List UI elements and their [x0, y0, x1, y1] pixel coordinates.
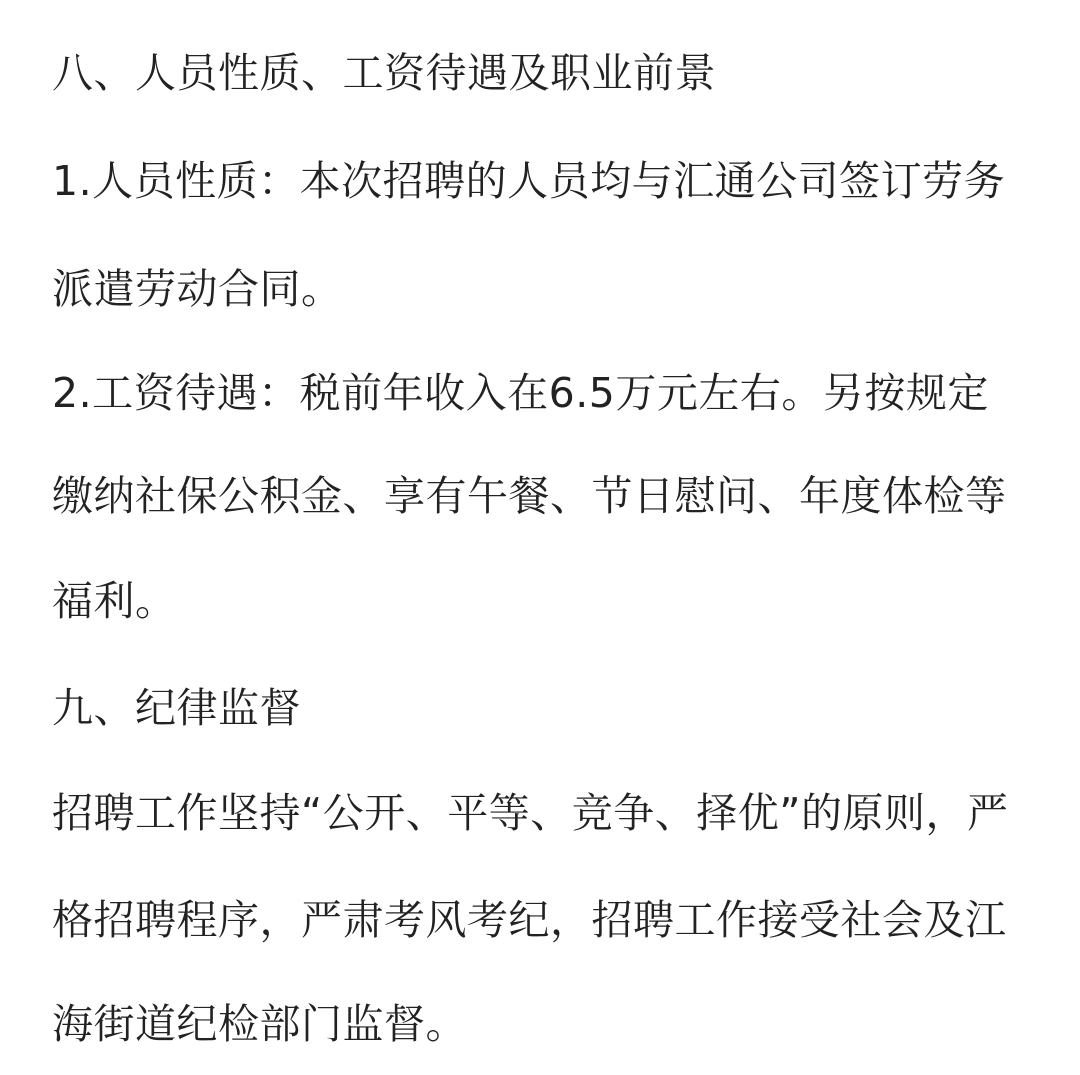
section-heading-9: 九、纪律监督 [52, 684, 301, 732]
paragraph-line: 海街道纪检部门监督。 [52, 1000, 467, 1048]
paragraph-line: 缴纳社保公积金、享有午餐、节日慰问、年度体检等 [52, 472, 1007, 520]
paragraph-line: 格招聘程序，严肃考风考纪，招聘工作接受社会及江 [52, 896, 1007, 944]
paragraph-line: 招聘工作坚持“公开、平等、竞争、择优”的原则，严 [52, 789, 1009, 837]
paragraph-line: 派遣劳动合同。 [52, 265, 343, 313]
section-heading-8: 八、人员性质、工资待遇及职业前景 [52, 49, 716, 97]
paragraph-line: 福利。 [52, 577, 177, 625]
paragraph-line: 2.工资待遇：税前年收入在6.5万元左右。另按规定 [52, 369, 989, 417]
paragraph-line: 1.人员性质：本次招聘的人员均与汇通公司签订劳务 [52, 157, 1006, 205]
